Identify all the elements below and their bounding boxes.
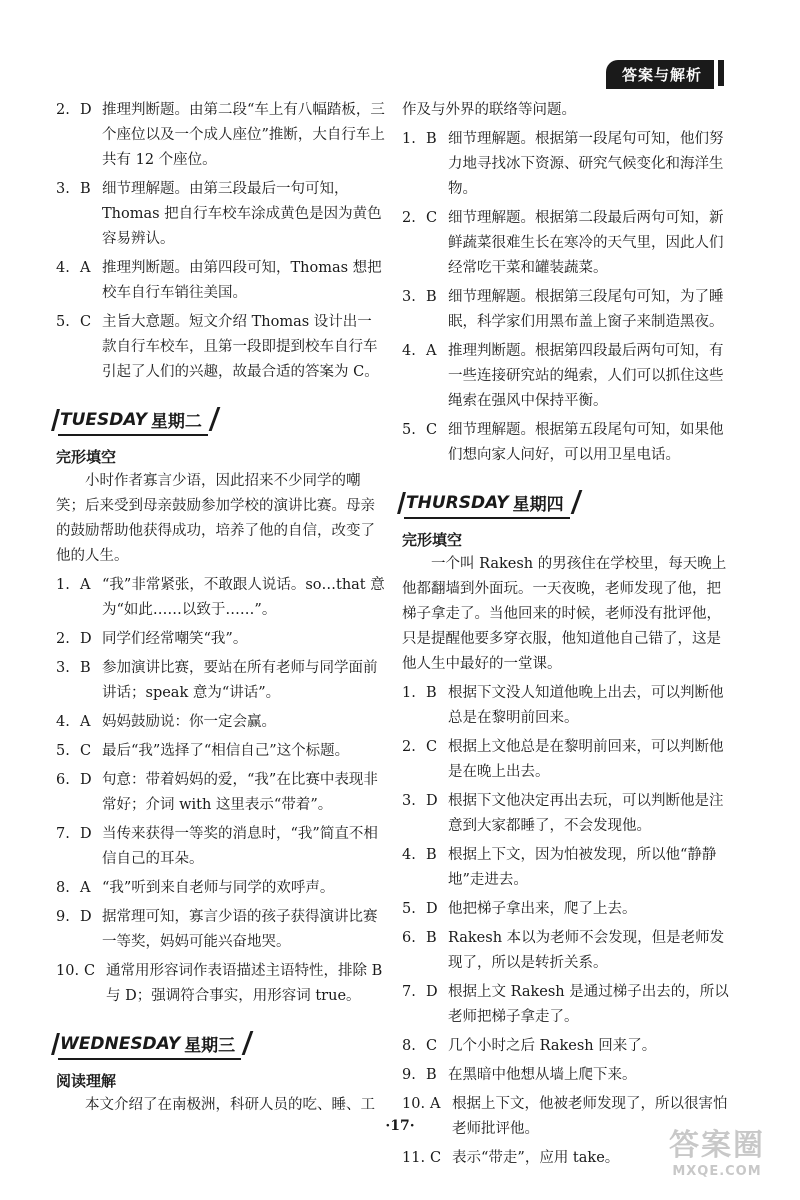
item-number: 4. [56,714,70,730]
item-answer: B [426,1067,437,1083]
item-number: 7. [402,984,416,1000]
item-answer: B [426,289,437,305]
item-answer: A [80,880,91,896]
item-answer: D [80,102,92,118]
item-explanation: 句意：带着妈妈的爱，“我”在比赛中表现非常好；介词 with 这里表示“带着”。 [102,772,378,813]
answer-item [56,822,386,872]
item-answer: A [426,343,437,359]
item-explanation: 据常理可知，寡言少语的孩子获得演讲比赛一等奖，妈妈可能兴奋地哭。 [102,909,378,950]
answer-item [402,418,732,468]
item-number: 1. [56,577,70,593]
answer-item [402,980,732,1030]
item-answer: D [426,793,438,809]
day-label-cn: 星期二 [150,412,202,432]
thursday-heading [404,488,570,519]
item-answer: D [80,772,92,788]
item-explanation: 最后“我”选择了“相信自己”这个标题。 [102,743,350,759]
item-number: 8. [402,1038,416,1054]
item-answer: A [80,714,91,730]
answer-item [402,843,732,893]
answer-item [56,256,386,306]
item-explanation: 根据下文他决定再出去玩，可以判断他是注意到大家都睡了，不会发现他。 [448,793,724,834]
answer-item [402,789,732,839]
item-explanation: 推理判断题。由第四段可知，Thomas 想把校车自行车销往美国。 [102,260,382,301]
item-answer: C [84,963,96,979]
item-explanation: 细节理解题。根据第一段尾句可知，他们努力地寻找冰下资源、研究气候变化和海洋生物。 [448,131,724,197]
item-answer: D [80,909,92,925]
answer-item [56,310,386,385]
item-number: 2. [402,210,416,226]
item-number: 5. [402,901,416,917]
item-answer: D [426,984,438,1000]
answer-item [402,127,732,202]
item-answer: C [80,314,92,330]
answer-item [56,573,386,623]
item-answer: D [80,631,92,647]
item-number: 3. [56,660,70,676]
item-number: 4. [56,260,70,276]
section-title: 完形填空 [402,531,463,549]
item-explanation: 根据上下文，他被老师发现了，所以很害怕老师批评他。 [452,1096,728,1137]
answer-item [56,768,386,818]
passage-summary-continued: 作及与外界的联络等问题。 [402,102,576,118]
item-answer: B [80,660,91,676]
watermark-text: 答案圈 [669,1128,765,1163]
left-column [56,98,386,1122]
item-explanation: 推理判断题。根据第四段最后两句可知，有一些连接研究站的绳索，人们可以抓住这些绳索在强风中保持平衡。 [448,343,724,409]
answer-item [56,876,386,901]
item-number: 8. [56,880,70,896]
passage-summary: 小时作者寡言少语，因此招来不少同学的嘲笑；后来受到母亲鼓励参加学校的演讲比赛。母亲的鼓励帮助他获得成功，培养了他的自信，改变了他的人生。 [56,473,375,564]
item-explanation: 根据上文 Rakesh 是通过梯子出去的，所以老师把梯子拿走了。 [448,984,729,1025]
right-column [402,98,732,1175]
item-explanation: “我”非常紧张，不敢跟人说话。so…that 意为“如此……以致于……”。 [102,577,385,618]
day-label-en: TUESDAY [60,409,147,430]
wednesday-heading [58,1029,241,1060]
answer-item [402,681,732,731]
item-number: 9. [56,909,70,925]
tuesday-heading [58,405,208,436]
item-number: 1. [402,685,416,701]
day-label-cn: 星期三 [184,1036,236,1056]
watermark-url: MXQE.COM [672,1164,762,1179]
item-number: 2. [402,739,416,755]
item-answer: A [430,1096,441,1112]
answer-item [402,735,732,785]
day-label-en: WEDNESDAY [60,1033,181,1054]
item-answer: B [426,930,437,946]
section-header-tab: 答案与解析 [606,60,714,89]
item-explanation: Rakesh 本以为老师不会发现，但是老师发现了，所以是转折关系。 [448,930,725,971]
item-explanation: 参加演讲比赛，要站在所有老师与同学面前讲话；speak 意为“讲话”。 [102,660,378,701]
item-explanation: 细节理解题。根据第三段尾句可知，为了睡眠，科学家们用黑布盖上窗子来制造黑夜。 [448,289,724,330]
item-number: 3. [56,181,70,197]
answer-item [56,98,386,173]
item-answer: B [426,847,437,863]
passage-summary: 本文介绍了在南极洲，科研人员的吃、睡、工 [85,1097,375,1113]
item-number: 5. [56,314,70,330]
item-answer: A [80,577,91,593]
item-number: 5. [402,422,416,438]
section-title: 阅读理解 [56,1072,117,1090]
item-answer: B [426,685,437,701]
item-answer: C [426,739,438,755]
answer-item [402,339,732,414]
item-explanation: 根据上下文，因为怕被发现，所以他“静静地”走进去。 [448,847,717,888]
item-explanation: 主旨大意题。短文介绍 Thomas 设计出一款自行车校车，且第一段即提到校车自行车引起了人们的兴趣，故最合适的答案为 C。 [102,314,379,380]
item-explanation: 通常用形容词作表语描述主语特性，排除 B 与 D；强调符合事实，用形容词 true。 [106,963,383,1004]
item-number: 2. [56,102,70,118]
item-explanation: 推理判断题。由第二段“车上有八幅踏板，三个座位以及一个成人座位”推断，大自行车上共有 12 个座位。 [102,102,385,168]
answer-item [402,285,732,335]
item-explanation: 细节理解题。由第三段最后一句可知，Thomas 把自行车校车涂成黄色是因为黄色容易辨认。 [102,181,382,247]
day-label-cn: 星期四 [512,495,564,515]
item-answer: B [80,181,91,197]
item-answer: D [426,901,438,917]
answer-item [402,1063,732,1088]
thursday-answer-list [402,681,732,1171]
item-answer: C [426,1038,438,1054]
item-explanation: 几个小时之后 Rakesh 回来了。 [448,1038,657,1054]
answer-item [402,206,732,281]
item-explanation: 细节理解题。根据第五段尾句可知，如果他们想向家人问好，可以用卫星电话。 [448,422,724,463]
item-number: 3. [402,793,416,809]
answer-item [402,926,732,976]
answer-item [56,959,386,1009]
item-answer: A [80,260,91,276]
answer-item [56,177,386,252]
item-answer: C [430,1150,442,1166]
item-explanation: 细节理解题。根据第二段最后两句可知，新鲜蔬菜很难生长在寒冷的天气里，因此人们经常吃干菜和罐装蔬菜。 [448,210,724,276]
item-number: 7. [56,826,70,842]
item-explanation: 表示“带走”，应用 take。 [452,1150,620,1166]
item-explanation: 当传来获得一等奖的消息时，“我”简直不相信自己的耳朵。 [102,826,378,867]
item-answer: C [80,743,92,759]
item-number: 4. [402,847,416,863]
item-explanation: 在黑暗中他想从墙上爬下来。 [448,1067,637,1083]
item-explanation: 妈妈鼓励说：你一定会赢。 [102,714,276,730]
item-number: 11. [402,1150,426,1166]
answer-item [56,627,386,652]
item-number: 10. [402,1096,426,1112]
item-number: 10. [56,963,80,979]
watermark-logo [652,1128,782,1188]
passage-summary: 一个叫 Rakesh 的男孩住在学校里，每天晚上他都翻墙到外面玩。一天夜晚，老师发现了他，把梯子拿走了。当他回来的时候，老师没有批评他，只是提醒他要多穿衣服，他知道他自己错了，这是他人生中最好的一堂课。 [402,556,727,672]
item-number: 1. [402,131,416,147]
item-explanation: 根据上文他总是在黎明前回来，可以判断他是在晚上出去。 [448,739,724,780]
page-number: ·17· [385,1118,415,1134]
item-explanation: 同学们经常嘲笑“我”。 [102,631,248,647]
wednesday-answer-list [402,127,732,468]
item-answer: B [426,131,437,147]
item-explanation: 根据下文没人知道他晚上出去，可以判断他总是在黎明前回来。 [448,685,724,726]
item-answer: C [426,210,438,226]
answer-item [56,710,386,735]
item-answer: D [80,826,92,842]
answer-item [402,1034,732,1059]
answer-item [56,739,386,764]
answer-item [56,656,386,706]
item-number: 2. [56,631,70,647]
item-number: 9. [402,1067,416,1083]
tuesday-answer-list [56,573,386,1009]
item-number: 4. [402,343,416,359]
item-number: 6. [56,772,70,788]
item-explanation: 他把梯子拿出来，爬了上去。 [448,901,637,917]
item-number: 5. [56,743,70,759]
header-bar-divider [718,60,724,86]
item-number: 3. [402,289,416,305]
day-label-en: THURSDAY [406,492,509,513]
item-number: 6. [402,930,416,946]
section-title: 完形填空 [56,448,117,466]
answer-item [56,905,386,955]
item-answer: C [426,422,438,438]
monday-answer-list [56,98,386,385]
item-explanation: “我”听到来自老师与同学的欢呼声。 [102,880,335,896]
answer-item [402,897,732,922]
